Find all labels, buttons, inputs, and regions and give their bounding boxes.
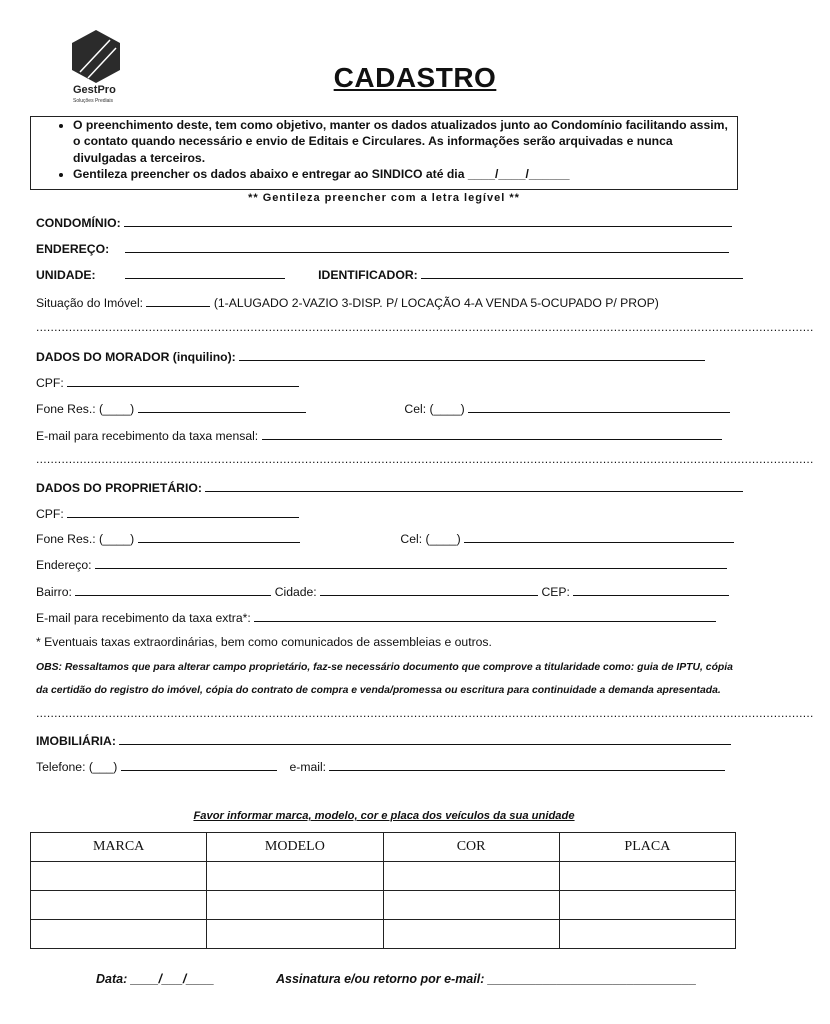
column-header-placa: PLACA: [559, 833, 735, 862]
email-extra-field[interactable]: [254, 610, 716, 622]
signature-field[interactable]: Assinatura e/ou retorno por e-mail: ______________________________: [276, 972, 697, 986]
situacao-field[interactable]: [146, 295, 210, 307]
cel-label: Cel: (____): [404, 402, 465, 416]
fone-res-label: Fone Res.: (____): [36, 532, 135, 546]
bairro-field[interactable]: [75, 584, 271, 596]
bairro-label: Bairro:: [36, 585, 72, 599]
morador-cpf-row: [36, 375, 732, 393]
morador-cpf-field[interactable]: [67, 375, 299, 387]
date-field[interactable]: Data: ____/___/____: [96, 972, 215, 986]
logo-tagline: Soluções Prediais: [73, 98, 114, 104]
proprietario-field[interactable]: [205, 480, 743, 492]
morador-cel-field[interactable]: [468, 401, 730, 413]
cep-label: CEP:: [541, 585, 570, 599]
table-cell[interactable]: [31, 891, 207, 920]
morador-field[interactable]: [239, 349, 705, 361]
table-cell[interactable]: [207, 891, 383, 920]
morador-row: [36, 349, 732, 367]
proprietario-title: DADOS DO PROPRIETÁRIO:: [36, 481, 202, 495]
imobiliaria-field[interactable]: [119, 733, 731, 745]
email-label: e-mail:: [289, 760, 327, 774]
table-cell[interactable]: [383, 891, 559, 920]
page-title: CADASTRO: [333, 62, 497, 93]
dotted-separator: ......................................................................................................................................................................................................................: [36, 452, 814, 466]
endereco-label: ENDEREÇO:: [36, 242, 110, 256]
condominio-field[interactable]: [124, 215, 732, 227]
morador-title: DADOS DO MORADOR (inquilino):: [36, 350, 236, 364]
table-row: [31, 891, 736, 920]
dotted-separator: ......................................................................................................................................................................................................................: [36, 320, 814, 334]
situacao-label: Situação do Imóvel:: [36, 296, 144, 310]
extra-fees-note: * Eventuais taxas extraordinárias, bem como comunicados de assembleias e outros.: [36, 635, 492, 649]
logo-name: GestPro: [73, 84, 116, 96]
column-header-marca: MARCA: [31, 833, 207, 862]
table-cell[interactable]: [383, 920, 559, 949]
morador-fone-row: [36, 401, 732, 419]
table-cell[interactable]: [31, 920, 207, 949]
column-header-cor: COR: [383, 833, 559, 862]
vehicles-title: Favor informar marca, modelo, cor e placa dos veículos da sua unidade: [193, 810, 575, 822]
cidade-field[interactable]: [320, 584, 538, 596]
email-extra-label: E-mail para recebimento da taxa extra*:: [36, 611, 251, 625]
vehicles-table: [30, 832, 736, 949]
telefone-row: [36, 759, 732, 777]
column-header-modelo: MODELO: [207, 833, 383, 862]
endereco-row: [36, 241, 732, 259]
proprietario-endereco-field[interactable]: [95, 557, 727, 569]
obs-line-1: OBS: Ressaltamos que para alterar campo proprietário, faz-se necessário documento que comprove a titularidade como: guia de IPTU, cópia: [36, 662, 733, 673]
fone-res-label: Fone Res.: (____): [36, 402, 135, 416]
obs-line-2: da certidão do registro do imóvel, cópia do contrato de compra e venda/promessa ou escritura para continuidade a demanda apresentada.: [36, 685, 721, 696]
note-row: [36, 635, 732, 653]
unidade-field[interactable]: [125, 267, 285, 279]
proprietario-row: [36, 480, 732, 498]
identificador-label: IDENTIFICADOR:: [318, 268, 418, 282]
cidade-label: Cidade:: [274, 585, 317, 599]
dotted-separator: ......................................................................................................................................................................................................................: [36, 706, 814, 720]
proprietario-cpf-field[interactable]: [67, 506, 299, 518]
notice-item: • Gentileza preencher os dados abaixo e entregar ao SINDICO até dia ____/____/______: [73, 166, 737, 182]
situacao-options: (1-ALUGADO 2-VAZIO 3-DISP. P/ LOCAÇÃO 4-A VENDA 5-OCUPADO P/ PROP): [213, 296, 659, 310]
endereco2-label: Endereço:: [36, 558, 92, 572]
proprietario-fone-field[interactable]: [138, 531, 300, 543]
endereco-field[interactable]: [125, 241, 729, 253]
imobiliaria-row: [36, 733, 732, 751]
table-cell[interactable]: [559, 891, 735, 920]
unidade-row: [36, 267, 732, 285]
email-extra-row: [36, 610, 732, 628]
telefone-field[interactable]: [121, 759, 277, 771]
notice-item: • O preenchimento deste, tem como objetivo, manter os dados atualizados junto ao Condomínio facilitando assim, o contato quando necessário e envio de Editais e Circulares. As informações serão arquivadas e nunca divulgadas a terceiros.: [73, 117, 737, 166]
cpf-label: CPF:: [36, 507, 64, 521]
imobiliaria-email-field[interactable]: [329, 759, 725, 771]
table-header-row: [31, 833, 736, 862]
table-cell[interactable]: [207, 862, 383, 891]
table-row: [31, 862, 736, 891]
situacao-row: [36, 295, 732, 313]
morador-email-field[interactable]: [262, 428, 722, 440]
proprietario-fone-row: [36, 531, 732, 549]
identificador-field[interactable]: [421, 267, 743, 279]
cpf-label: CPF:: [36, 376, 64, 390]
table-cell[interactable]: [383, 862, 559, 891]
condominio-label: CONDOMÍNIO:: [36, 216, 121, 230]
unidade-label: UNIDADE:: [36, 268, 96, 282]
condominio-row: [36, 215, 732, 233]
bairro-row: [36, 584, 732, 602]
proprietario-cel-field[interactable]: [464, 531, 734, 543]
morador-email-row: [36, 428, 732, 446]
table-row: [31, 920, 736, 949]
telefone-label: Telefone: (___): [36, 760, 118, 774]
table-cell[interactable]: [31, 862, 207, 891]
table-cell[interactable]: [207, 920, 383, 949]
cel-label: Cel: (____): [400, 532, 461, 546]
table-cell[interactable]: [559, 920, 735, 949]
morador-fone-field[interactable]: [138, 401, 306, 413]
imobiliaria-label: IMOBILIÁRIA:: [36, 734, 116, 748]
legible-subtitle: ** Gentileza preencher com a letra legível **: [248, 192, 520, 204]
proprietario-endereco-row: [36, 557, 732, 575]
notice-box: [30, 116, 738, 190]
cep-field[interactable]: [573, 584, 729, 596]
email-mensal-label: E-mail para recebimento da taxa mensal:: [36, 429, 259, 443]
table-cell[interactable]: [559, 862, 735, 891]
proprietario-cpf-row: [36, 506, 732, 524]
